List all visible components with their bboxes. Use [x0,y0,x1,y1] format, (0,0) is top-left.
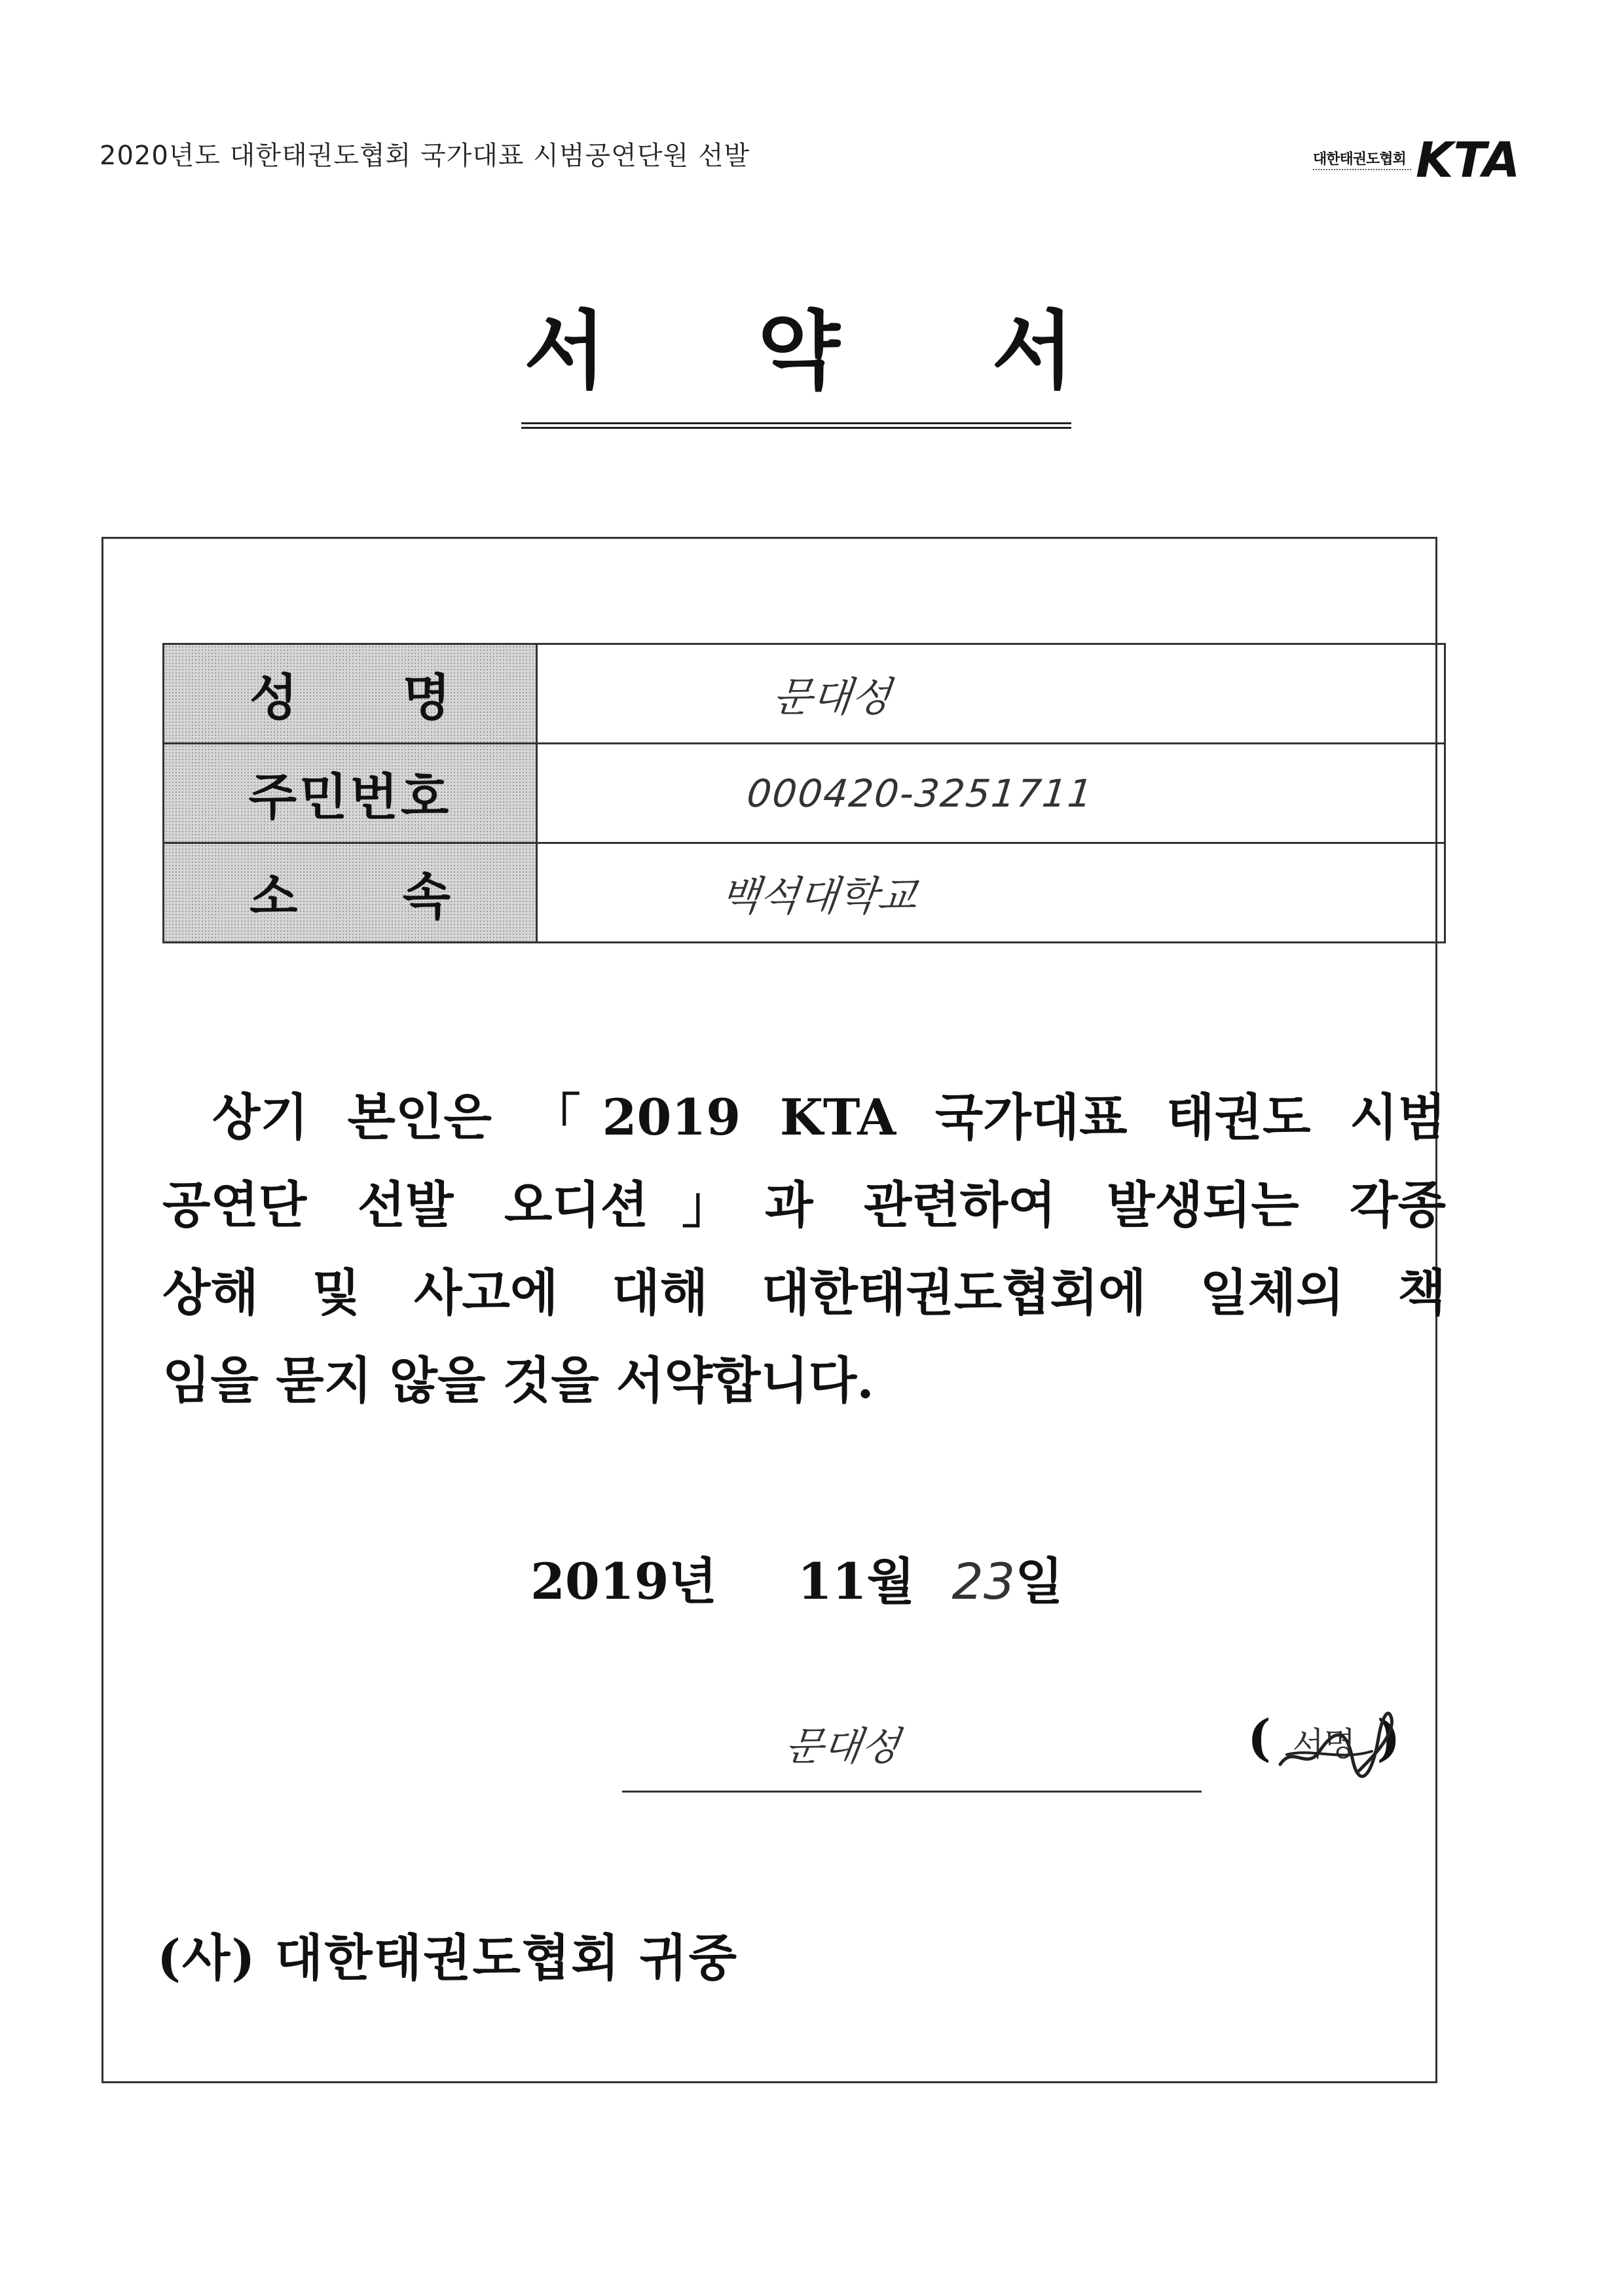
logo-korean-text: 대한태권도협회 [1313,151,1406,168]
addressee: (사) 대한태권도협회 귀중 [157,1929,738,1987]
date-month: 11월 [797,1552,915,1611]
table-row-name [164,644,1445,744]
resident-number-value: 000420-3251711 [745,771,1096,816]
affiliation-value-cell [537,843,1445,943]
pledge-line-1: 상기 본인은 「2019 KTA 국가대표 태권도 시범 [212,1088,1446,1146]
resident-number-label: 주민번호 [248,768,452,826]
pledge-date [530,1542,1063,1613]
resident-number-label-cell [164,744,537,843]
seal-open-paren: ( [1247,1709,1271,1767]
date-day-suffix: 일 [1015,1552,1063,1611]
name-label-cell [164,644,537,744]
pledge-line-2: 공연단 선발 오디션」과 관련하여 발생되는 각종 [162,1176,1446,1234]
signer-name: 문대성 [782,1724,903,1770]
pledge-line-3: 상해 및 사고에 대해 대한태권도협회에 일체의 책 [162,1264,1446,1322]
table-row-resident-number [164,744,1445,843]
name-value-cell [537,644,1445,744]
pledge-line-4: 임을 묻지 않을 것을 서약합니다. [162,1351,874,1410]
signature-line [622,1791,1202,1793]
seal-close-paren: ) [1376,1709,1401,1767]
table-row-affiliation [164,843,1445,943]
name-label-char-2: 명 [402,668,451,727]
kta-logo-mark [1414,131,1521,189]
logo-subline [1313,169,1411,173]
name-value: 문대성 [770,673,893,721]
document-title-char-1: 서 [524,300,606,401]
seal-label: 서명 [1292,1725,1356,1763]
signature-scribble-icon [1274,1699,1405,1784]
pledge-body [162,1074,1446,1425]
date-year: 2019년 [530,1552,717,1611]
document-title [524,295,1074,401]
applicant-info-table [162,643,1446,943]
header-title: 2020년도 대한태권도협회 국가대표 시범공연단원 선발 [100,141,750,171]
date-day: 23 [951,1552,1016,1611]
document-title-char-3: 서 [991,300,1074,401]
affiliation-label-cell [164,843,537,943]
kta-logo-letters: KTA [1416,132,1521,189]
affiliation-value: 백석대학교 [718,872,919,920]
affiliation-label-char-2: 속 [402,867,451,926]
document-title-char-2: 약 [758,300,840,401]
resident-number-value-cell [537,744,1445,843]
name-label-char-1: 성 [249,668,298,727]
kta-logo [1313,131,1521,189]
affiliation-label-char-1: 소 [249,867,298,926]
title-double-underline [521,422,1071,429]
